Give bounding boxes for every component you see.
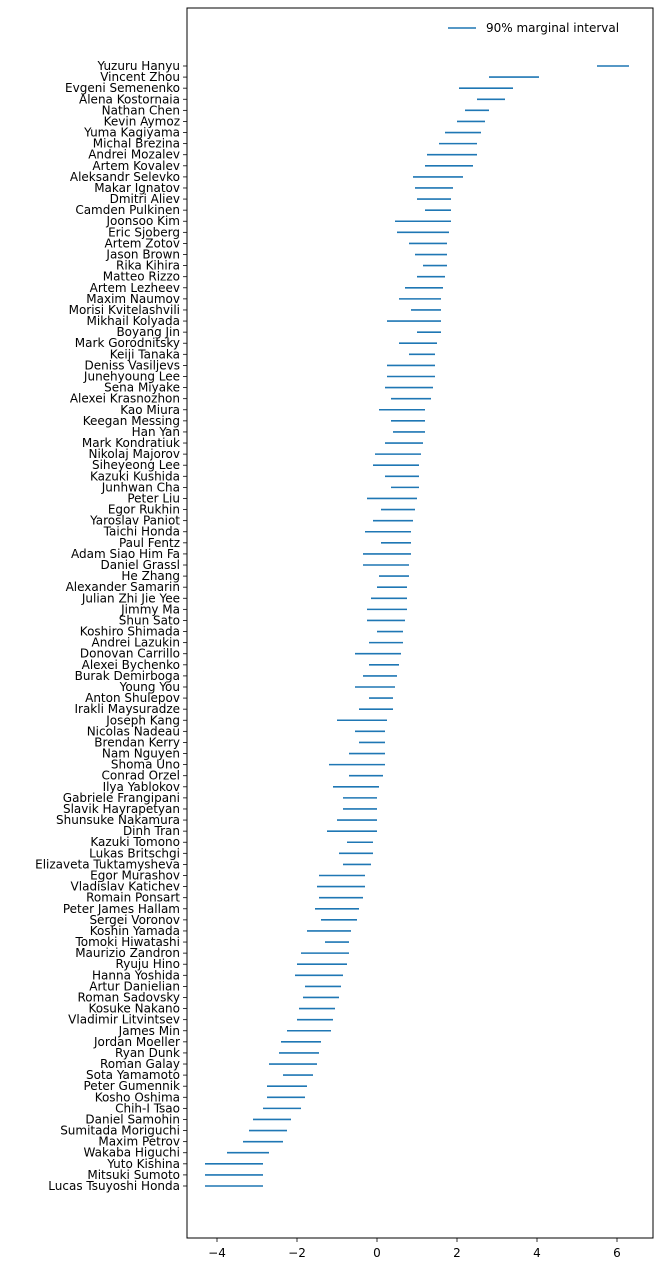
- y-tick-label: Julian Zhi Jie Yee: [81, 591, 180, 606]
- y-tick-label: Camden Pulkinen: [75, 203, 180, 218]
- y-tick-label: Paul Fentz: [118, 535, 180, 550]
- y-tick-label: Nam Nguyen: [101, 746, 180, 761]
- y-tick-label: Boyang Jin: [116, 325, 180, 340]
- y-tick-label: Young You: [119, 679, 180, 694]
- y-tick-label: Kosuke Nakano: [88, 1001, 180, 1016]
- y-tick-label: Roman Sadovsky: [77, 990, 180, 1005]
- y-tick-label: Lukas Britschgi: [89, 846, 180, 861]
- y-tick-label: Jordan Moeller: [93, 1034, 180, 1049]
- y-tick-label: Artem Zotov: [104, 236, 180, 251]
- y-tick-label: Nathan Chen: [101, 103, 180, 118]
- y-tick-label: Donovan Carrillo: [79, 646, 180, 661]
- y-tick-label: Roman Galay: [99, 1057, 180, 1072]
- y-tick-label: Ilya Yablokov: [102, 779, 180, 794]
- y-tick-label: Artur Danielian: [89, 979, 180, 994]
- y-tick-label: Alexei Krasnozhon: [69, 391, 180, 406]
- y-tick-label: Michal Brezina: [92, 136, 180, 151]
- y-tick-label: Shun Sato: [118, 613, 180, 628]
- y-tick-label: Maxim Naumov: [86, 291, 180, 306]
- y-tick-label: Alexander Samarin: [65, 580, 180, 595]
- y-tick-label: Dinh Tran: [122, 824, 180, 839]
- x-tick-label: 0: [373, 1246, 381, 1260]
- y-tick-label: Adam Siao Him Fa: [71, 546, 180, 561]
- y-tick-label: Mikhail Kolyada: [86, 314, 180, 329]
- y-tick-label: Vladimir Litvintsev: [68, 1012, 180, 1027]
- y-tick-label: Yuma Kagiyama: [84, 125, 180, 140]
- y-tick-label: Joseph Kang: [106, 713, 180, 728]
- y-tick-label: He Zhang: [121, 569, 180, 584]
- y-tick-label: Sumitada Moriguchi: [60, 1123, 180, 1138]
- y-tick-label: Kazuki Kushida: [89, 469, 180, 484]
- y-tick-label: Shoma Uno: [110, 757, 180, 772]
- y-tick-label: Conrad Orzel: [101, 768, 180, 783]
- y-tick-label: Joonsoo Kim: [106, 214, 180, 229]
- y-tick-label: Artem Lezheev: [89, 280, 180, 295]
- y-tick-label: Lucas Tsuyoshi Honda: [48, 1179, 180, 1193]
- y-tick-label: Mark Kondratiuk: [81, 436, 180, 451]
- y-tick-label: Jimmy Ma: [121, 602, 180, 617]
- y-tick-label: Sergei Voronov: [89, 912, 180, 927]
- y-tick-label: Romain Ponsart: [86, 890, 180, 905]
- y-tick-label: Nicolas Nadeau: [86, 724, 180, 739]
- legend-label: 90% marginal interval: [486, 21, 620, 35]
- y-tick-label: Vincent Zhou: [100, 70, 180, 85]
- plot-area: [187, 8, 653, 1238]
- y-tick-label: Kosho Oshima: [94, 1090, 180, 1105]
- y-tick-label: James Min: [118, 1023, 180, 1038]
- y-tick-label: Brendan Kerry: [94, 735, 180, 750]
- x-tick-label: −2: [288, 1246, 306, 1260]
- y-tick-label: Mitsuki Sumoto: [87, 1167, 180, 1182]
- y-tick-label: Andrei Mozalev: [88, 147, 180, 162]
- y-tick-label: Hanna Yoshida: [92, 968, 180, 983]
- y-tick-label: Taichi Honda: [103, 524, 180, 539]
- y-tick-label: Morisi Kvitelashvili: [68, 302, 180, 317]
- y-tick-label: Egor Murashov: [90, 868, 180, 883]
- y-tick-label: Jason Brown: [106, 247, 180, 262]
- y-tick-label: Irakli Maysuradze: [74, 702, 180, 717]
- y-tick-label: Andrei Lazukin: [91, 635, 180, 650]
- y-tick-label: Yuzuru Hanyu: [97, 59, 180, 73]
- y-tick-label: Ryuju Hino: [115, 957, 180, 972]
- y-tick-label: Vladislav Katichev: [70, 879, 180, 894]
- y-tick-label: Matteo Rizzo: [102, 269, 180, 284]
- y-tick-label: Nikolaj Majorov: [88, 447, 180, 462]
- y-tick-label: Maxim Petrov: [98, 1134, 180, 1149]
- x-tick-label: 4: [533, 1246, 541, 1260]
- y-tick-label: Keegan Messing: [82, 413, 180, 428]
- y-tick-label: Slavik Hayrapetyan: [62, 801, 180, 816]
- y-tick-label: Junhwan Cha: [101, 480, 180, 495]
- y-tick-label: Yaroslav Paniot: [90, 513, 180, 528]
- x-axis: [208, 1238, 621, 1260]
- y-tick-label: Evgeni Semenenko: [65, 81, 180, 96]
- y-tick-label: Tomoki Hiwatashi: [75, 935, 180, 950]
- x-tick-label: −4: [208, 1246, 226, 1260]
- y-tick-labels: [35, 59, 187, 1193]
- y-tick-label: Koshiro Shimada: [79, 624, 180, 639]
- x-tick-label: 2: [453, 1246, 461, 1260]
- y-tick-label: Keiji Tanaka: [109, 347, 180, 362]
- y-tick-label: Makar Ignatov: [94, 180, 180, 195]
- y-tick-label: Alena Kostornaia: [79, 92, 180, 107]
- y-tick-label: Gabriele Frangipani: [62, 790, 180, 805]
- y-tick-label: Anton Shulepov: [85, 691, 180, 706]
- y-tick-label: Chih-I Tsao: [115, 1101, 180, 1116]
- y-tick-label: Artem Kovalev: [92, 158, 180, 173]
- y-tick-label: Alexei Bychenko: [81, 657, 180, 672]
- y-tick-label: Sota Yamamoto: [86, 1068, 180, 1083]
- y-tick-label: Elizaveta Tuktamysheva: [35, 857, 180, 872]
- y-tick-label: Burak Demirboga: [74, 668, 180, 683]
- y-tick-label: Koshin Yamada: [89, 923, 180, 938]
- y-tick-label: Mark Gorodnitsky: [74, 336, 180, 351]
- y-tick-label: Dmitri Aliev: [109, 192, 180, 207]
- y-tick-label: Daniel Grassl: [100, 558, 180, 573]
- y-tick-label: Kao Miura: [120, 402, 180, 417]
- y-tick-label: Eric Sjoberg: [108, 225, 180, 240]
- y-tick-label: Kevin Aymoz: [103, 114, 180, 129]
- y-tick-label: Kazuki Tomono: [90, 835, 180, 850]
- y-tick-label: Peter Liu: [127, 491, 180, 506]
- y-tick-label: Junehyoung Lee: [83, 369, 180, 384]
- y-tick-label: Siheyeong Lee: [91, 458, 180, 473]
- y-tick-label: Daniel Samohin: [85, 1112, 180, 1127]
- y-tick-label: Sena Miyake: [104, 380, 180, 395]
- x-tick-label: 6: [613, 1246, 621, 1260]
- y-tick-label: Ryan Dunk: [115, 1045, 180, 1060]
- y-tick-label: Egor Rukhin: [107, 502, 180, 517]
- y-tick-label: Han Yan: [131, 424, 180, 439]
- y-tick-label: Maurizio Zandron: [75, 946, 180, 961]
- y-tick-label: Deniss Vasiljevs: [84, 358, 180, 373]
- y-tick-label: Peter Gumennik: [83, 1079, 180, 1094]
- y-tick-label: Yuto Kishina: [107, 1156, 180, 1171]
- y-tick-label: Rika Kihira: [115, 258, 180, 273]
- y-tick-label: Wakaba Higuchi: [83, 1145, 180, 1160]
- y-tick-label: Peter James Hallam: [62, 901, 180, 916]
- y-tick-label: Aleksandr Selevko: [69, 169, 180, 184]
- y-tick-label: Shunsuke Nakamura: [55, 813, 180, 828]
